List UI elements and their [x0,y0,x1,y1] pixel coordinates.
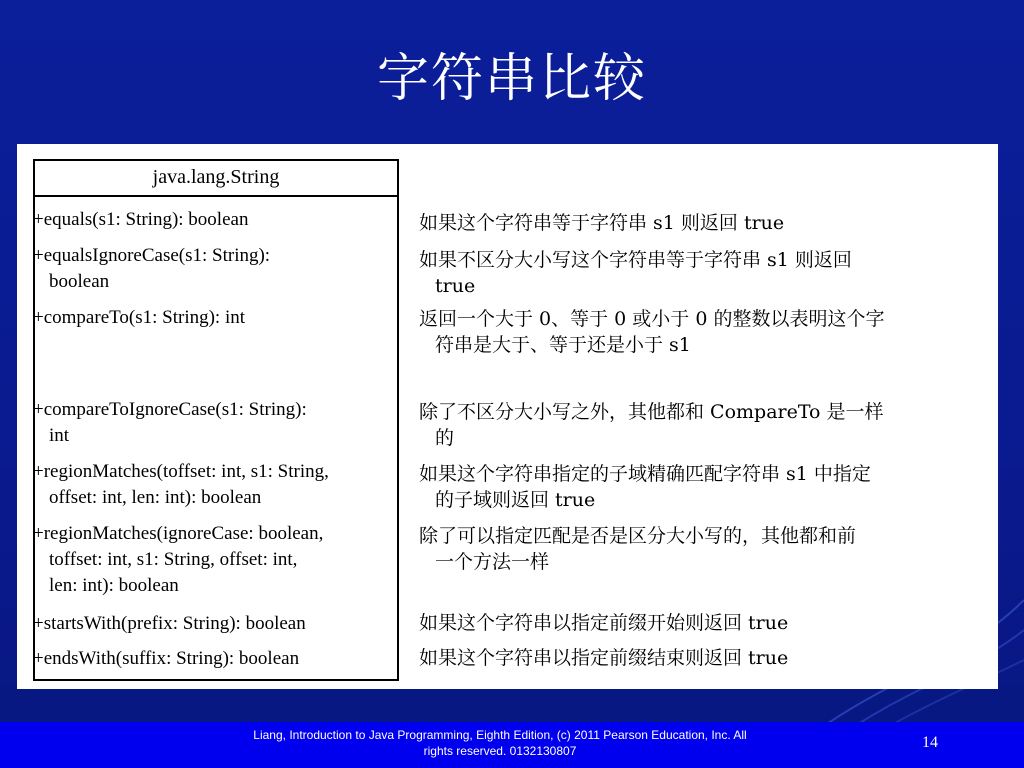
desc-region-matches [419,461,979,513]
method-region-matches-ignore-case [33,521,403,599]
description-text: 除了可以指定匹配是否是区分大小写的，其他都和前 [419,525,857,547]
description-text-cont: true [435,275,476,297]
method-signature: +endsWith(suffix: String): boolean [33,648,300,669]
description-text: 除了不区分大小写之外，其他都和 CompareTo 是一样 [419,401,884,423]
description-text: 如果这个字符串以指定前缀结束则返回 true [419,647,789,669]
page-number: 14 [922,734,938,751]
desc-ends-with [419,645,979,671]
description-text: 如果这个字符串等于字符串 s1 则返回 true [419,212,785,234]
method-equals [33,207,403,233]
description-text-cont: 的子域则返回 true [435,489,596,511]
method-signature-cont: len: int): boolean [49,575,179,596]
description-text-cont: 一个方法一样 [435,551,550,573]
method-signature-cont: toffset: int, s1: String, offset: int, [49,549,298,570]
copyright-notice [200,727,800,759]
desc-equals-ignore-case [419,247,979,299]
copyright-line: Liang, Introduction to Java Programming, Eighth Edition, (c) 2011 Pearson Education, Inc. All [253,728,747,742]
method-signature: +equals(s1: String): boolean [33,209,249,230]
method-signature: +compareTo(s1: String): int [33,307,246,328]
method-signature: +equalsIgnoreCase(s1: String): [33,245,271,266]
copyright-line: rights reserved. 0132130807 [423,744,577,758]
description-text-cont: 的 [435,427,455,449]
method-compare-to [33,305,403,331]
description-text: 如果这个字符串指定的子域精确匹配字符串 s1 中指定 [419,463,871,485]
desc-equals [419,210,979,236]
slide-title: 字符串比较 [376,49,647,109]
content-panel [17,144,998,689]
method-equals-ignore-case [33,243,403,295]
description-text: 如果不区分大小写这个字符串等于字符串 s1 则返回 [419,249,852,271]
method-signature-cont: int [49,425,70,446]
description-text-cont: 符串是大于、等于还是小于 s1 [435,334,691,356]
method-signature-cont: offset: int, len: int): boolean [49,487,262,508]
desc-compare-to-ignore-case [419,399,979,451]
method-signature: +regionMatches(toffset: int, s1: String, [33,461,329,482]
method-starts-with [33,611,403,637]
desc-region-matches-ignore-case [419,523,979,575]
uml-class-name: java.lang.String [35,161,397,197]
method-signature: +startsWith(prefix: String): boolean [33,613,306,634]
footer-bar [0,722,1024,768]
method-signature: +compareToIgnoreCase(s1: String): [33,399,307,420]
desc-starts-with [419,610,979,636]
description-text: 如果这个字符串以指定前缀开始则返回 true [419,612,789,634]
method-ends-with [33,646,403,672]
method-compare-to-ignore-case [33,397,403,449]
method-region-matches [33,459,403,511]
method-signature: +regionMatches(ignoreCase: boolean, [33,523,324,544]
method-signature-cont: boolean [49,271,110,292]
description-text: 返回一个大于 0、等于 0 或小于 0 的整数以表明这个字 [419,308,885,330]
desc-compare-to [419,306,979,358]
